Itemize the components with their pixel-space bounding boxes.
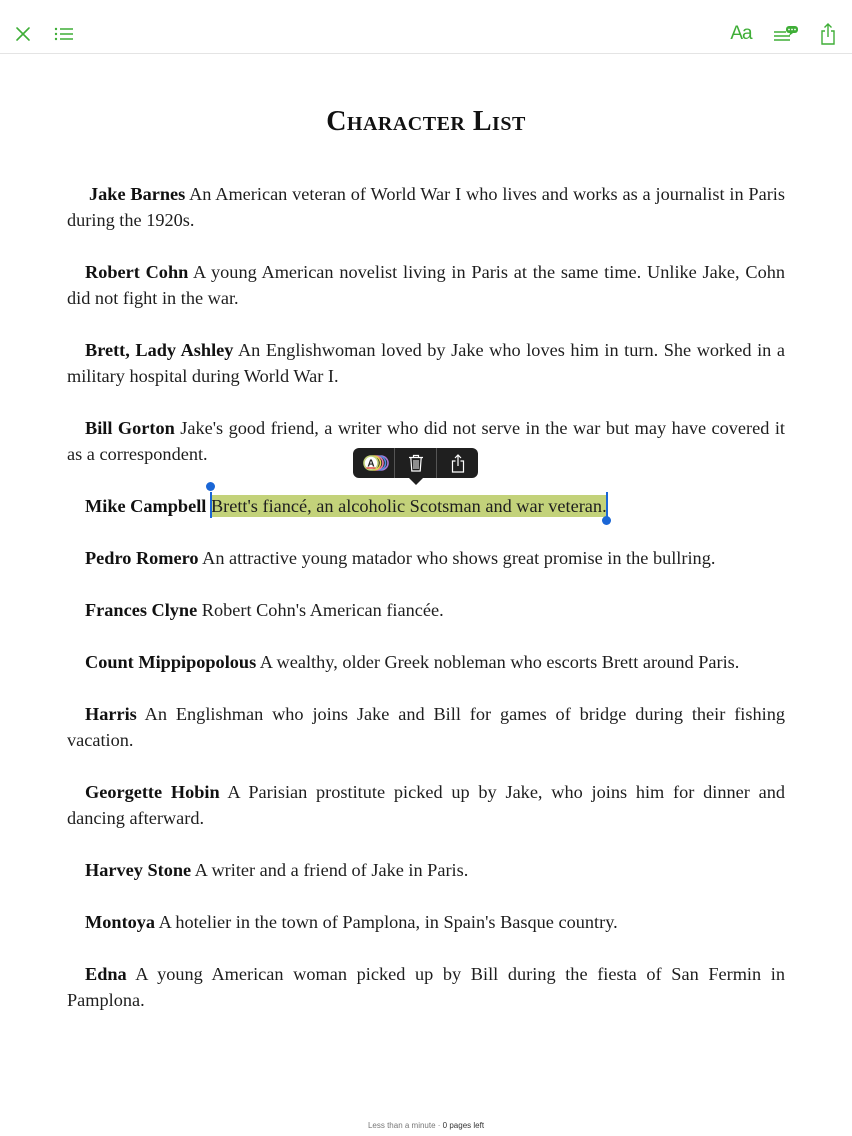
- reading-progress: [0, 1121, 852, 1130]
- font-settings-label: Aa: [730, 23, 752, 44]
- highlight-color-icon: [359, 453, 389, 473]
- notes-icon: [773, 26, 799, 42]
- list-item[interactable]: [67, 337, 785, 389]
- character-name: Harris: [85, 704, 137, 724]
- share-highlight-button[interactable]: [437, 448, 478, 478]
- character-name: Bill Gorton: [85, 418, 175, 438]
- footer-separator: ·: [435, 1121, 443, 1130]
- character-description: A Parisian prostitute picked up by Jake, who joins him for dinner and dancing afterward.: [67, 782, 785, 828]
- pages-left: 0 pages left: [442, 1121, 485, 1130]
- character-description: A writer and a friend of Jake in Paris.: [191, 860, 469, 880]
- list-icon: [54, 27, 74, 41]
- highlighted-text[interactable]: Brett's fiancé, an alcoholic Scotsman and war veteran.: [210, 496, 607, 516]
- character-description: An American veteran of World War I who lives and works as a journalist in Paris during the 1920s.: [67, 184, 785, 230]
- list-item[interactable]: [67, 597, 785, 623]
- character-description: A young American woman picked up by Bill during the fiesta of San Fermin in Pamplona.: [67, 964, 785, 1010]
- character-description: A wealthy, older Greek nobleman who escorts Brett around Paris.: [256, 652, 740, 672]
- notes-button[interactable]: [771, 20, 801, 48]
- share-icon: [451, 454, 465, 473]
- page-title: Character List: [326, 106, 526, 137]
- character-name: Montoya: [85, 912, 156, 932]
- close-icon: [15, 26, 31, 42]
- font-settings-button[interactable]: [726, 20, 756, 48]
- character-name: Mike Campbell: [85, 496, 207, 516]
- character-description: An Englishwoman loved by Jake who loves him in turn. She worked in a military hospital during World War I.: [67, 340, 785, 386]
- list-item[interactable]: [67, 181, 785, 233]
- character-description: Robert Cohn's American fiancée.: [197, 600, 444, 620]
- character-description: A hotelier in the town of Pamplona, in Spain's Basque country.: [155, 912, 618, 932]
- trash-icon: [408, 454, 424, 472]
- character-name: Edna: [85, 964, 127, 984]
- list-item[interactable]: [67, 649, 785, 675]
- character-name: Harvey Stone: [85, 860, 192, 880]
- highlight-menu: [353, 448, 478, 478]
- list-item[interactable]: [67, 909, 785, 935]
- character-name: Frances Clyne: [85, 600, 198, 620]
- character-description: A young American novelist living in Paris at the same time. Unlike Jake, Cohn did not fight in the war.: [67, 262, 785, 308]
- character-name: Brett, Lady Ashley: [85, 340, 234, 360]
- character-name: Jake Barnes: [89, 184, 186, 204]
- highlight-color-button[interactable]: [353, 448, 394, 478]
- share-button[interactable]: [814, 20, 842, 48]
- character-name: Robert Cohn: [85, 262, 189, 282]
- character-description: An Englishman who joins Jake and Bill for games of bridge during their fishing vacation.: [67, 704, 785, 750]
- list-item[interactable]: [67, 857, 785, 883]
- list-item[interactable]: [67, 259, 785, 311]
- list-item[interactable]: [67, 961, 785, 1013]
- character-description: Jake's good friend, a writer who did not serve in the war but may have covered it as a correspondent.: [67, 418, 785, 464]
- character-list: [67, 181, 785, 1039]
- highlight-letter: A: [366, 458, 375, 470]
- share-icon: [820, 23, 836, 45]
- character-name: Georgette Hobin: [85, 782, 220, 802]
- list-item[interactable]: [67, 701, 785, 753]
- character-name: Pedro Romero: [85, 548, 199, 568]
- reader-toolbar: [0, 0, 852, 54]
- list-item[interactable]: [67, 779, 785, 831]
- close-button[interactable]: [9, 20, 37, 48]
- character-name: Count Mippipopolous: [85, 652, 257, 672]
- character-description: An attractive young matador who shows great promise in the bullring.: [198, 548, 716, 568]
- list-item[interactable]: [67, 493, 785, 519]
- time-left: Less than a minute: [367, 1121, 436, 1130]
- delete-highlight-button[interactable]: [395, 448, 436, 478]
- list-item[interactable]: [67, 545, 785, 571]
- table-of-contents-button[interactable]: [50, 20, 78, 48]
